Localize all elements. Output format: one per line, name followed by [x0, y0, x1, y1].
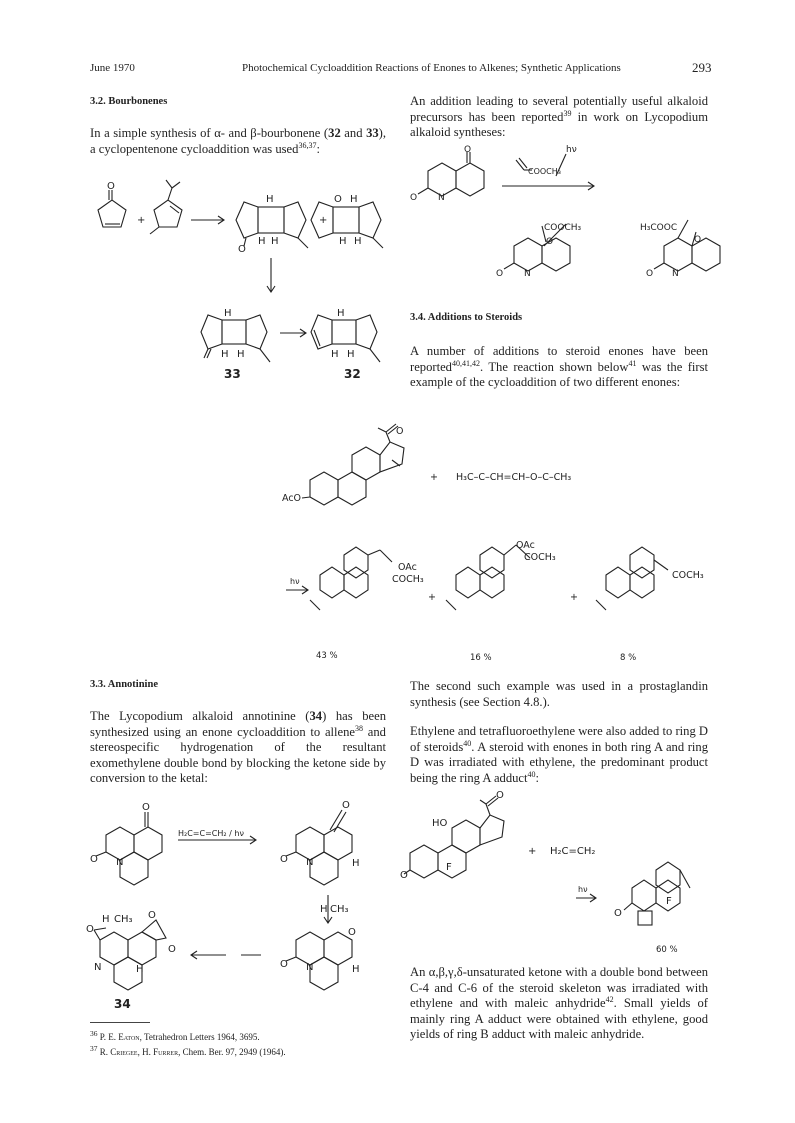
svg-text:N: N [672, 269, 679, 279]
svg-text:+: + [428, 592, 436, 603]
prostaglandin-paragraph: The second such example was used in a prostaglandin synthesis (see Section 4.8.). [410, 679, 708, 709]
header-title: Photochemical Cycloaddition Reactions of Enones to Alkenes; Synthetic Applications [242, 62, 621, 74]
svg-text:H: H [347, 349, 355, 360]
svg-text:hν: hν [566, 145, 577, 155]
page-number: 293 [692, 60, 712, 75]
svg-text:COOCH₃: COOCH₃ [544, 223, 582, 233]
svg-text:+: + [528, 846, 537, 857]
svg-text:O: O [464, 145, 472, 155]
steroids-paragraph: A number of additions to steroid enones have been reported$^{40,41,42}$. The reaction shown below$^{41}$ was the first example of the cycloaddition of two different enones: [410, 344, 709, 390]
svg-text:H: H [266, 194, 274, 205]
svg-text:CH₃: CH₃ [330, 904, 349, 915]
alkaloid-scheme [406, 146, 716, 296]
ethylene-paragraph: Ethylene and tetrafluoroethylene were also added to ring D of steroids$^{40}$. A steroid with enones in both ring A and ring D was irradiated with ethylene, the predominant product being the ring A adduct$^{40}$: [410, 724, 708, 785]
svg-text:O: O [348, 927, 356, 938]
svg-text:H: H [237, 349, 245, 360]
svg-text:+: + [319, 215, 328, 226]
svg-text:N: N [116, 857, 124, 868]
svg-text:H: H [136, 964, 144, 975]
svg-text:O: O [342, 800, 350, 811]
svg-text:H: H [350, 194, 358, 205]
footnotes [90, 1028, 390, 1058]
svg-text:O: O [90, 854, 98, 865]
steroid-reagent: H₃C–C–CH=CH–O–C–CH₃ [456, 472, 572, 483]
ethylene-reagent: H₂C=CH₂ [550, 846, 596, 857]
yield-ethylene: 60 % [656, 945, 678, 955]
svg-text:CH₃: CH₃ [114, 914, 133, 925]
svg-text:COCH₃: COCH₃ [672, 570, 704, 581]
svg-text:H: H [258, 236, 266, 247]
svg-text:H: H [331, 349, 339, 360]
unsaturated-ketone-paragraph: An α,β,γ,δ-unsaturated ketone with a double bond between C-4 and C-6 of the steroid skeleton was irradiated with ethylene and with maleic anhydride$^{42}$. Small yields of mainly ring A adduct were obtained with ethylene, good yields of ring B adduct with maleic anhydride. [410, 965, 708, 1042]
svg-text:O: O [410, 193, 418, 203]
svg-text:+: + [430, 472, 438, 483]
compound-label-32: 32 [344, 367, 361, 381]
svg-text:COCH₃: COCH₃ [392, 574, 424, 585]
svg-text:O: O [400, 870, 408, 881]
ethylene-scheme [400, 788, 720, 958]
svg-text:H: H [271, 236, 279, 247]
svg-text:HO: HO [432, 818, 448, 829]
svg-text:H: H [102, 914, 110, 925]
svg-text:O: O [148, 910, 156, 921]
svg-text:O: O [546, 237, 554, 247]
section-heading-annotinine: 3.3. Annotinine [90, 679, 158, 690]
svg-text:O: O [334, 194, 342, 205]
svg-text:O: O [238, 244, 246, 255]
svg-text:O: O [396, 426, 404, 437]
annotinine-scheme [86, 800, 386, 1010]
svg-text:H: H [221, 349, 229, 360]
svg-text:O: O [107, 181, 115, 192]
svg-text:hν: hν [578, 885, 588, 894]
svg-text:O: O [280, 854, 288, 865]
svg-text:+: + [570, 592, 578, 603]
header-date: June 1970 [90, 62, 135, 74]
svg-text:O: O [694, 235, 702, 245]
svg-text:H: H [354, 236, 362, 247]
footnote-36: $^{36}$ P. E. Eaton, Tetrahedron Letters 1964, 3695. [90, 1029, 260, 1042]
svg-text:O: O [646, 269, 654, 279]
annotinine-paragraph: The Lycopodium alkaloid annotinine (34) has been synthesized using an enone cycloaddition to allene$^{38}$ and stereospecific hydrogenation of the resultant exomethylene double bond by blocking the ketone side by conversion to the ketal: [90, 709, 386, 786]
svg-text:OAc: OAc [398, 562, 417, 573]
compound-label-34: 34 [114, 997, 131, 1011]
svg-text:+: + [137, 215, 146, 226]
svg-text:H₃COOC: H₃COOC [640, 223, 678, 233]
svg-text:hν: hν [290, 577, 300, 586]
yield-3: 8 % [620, 653, 637, 663]
bourbonenes-paragraph: In a simple synthesis of α- and β-bourbonene (32 and 33), a cyclopentenone cycloaddition was used$^{36,37}$: [90, 126, 386, 156]
svg-text:O: O [496, 790, 504, 801]
svg-text:COOCH₃: COOCH₃ [528, 167, 561, 176]
svg-text:N: N [438, 193, 445, 203]
svg-text:COCH₃: COCH₃ [524, 552, 556, 563]
svg-text:O: O [614, 908, 622, 919]
svg-text:O: O [168, 944, 176, 955]
svg-text:O: O [86, 924, 94, 935]
svg-text:H: H [352, 858, 360, 869]
svg-text:N: N [524, 269, 531, 279]
section-heading-bourbonenes: 3.2. Bourbonenes [90, 96, 168, 107]
svg-text:N: N [306, 962, 314, 973]
allene-reagent: H₂C=C=CH₂ / hν [178, 829, 244, 838]
svg-text:AcO: AcO [282, 493, 302, 504]
steroid-cycloaddition-scheme [280, 420, 720, 670]
svg-text:F: F [446, 862, 452, 873]
svg-text:H: H [339, 236, 347, 247]
svg-text:H: H [352, 964, 360, 975]
svg-text:H: H [224, 308, 232, 319]
svg-text:N: N [94, 962, 102, 973]
svg-text:O: O [496, 269, 504, 279]
svg-text:N: N [306, 857, 314, 868]
section-heading-steroids: 3.4. Additions to Steroids [410, 312, 523, 323]
yield-2: 16 % [470, 653, 492, 663]
svg-text:OAc: OAc [516, 540, 535, 551]
svg-text:O: O [280, 959, 288, 970]
svg-text:O: O [142, 802, 150, 813]
footnote-rule [90, 1022, 150, 1023]
bourbonene-scheme [86, 180, 396, 380]
svg-text:F: F [666, 896, 672, 907]
footnote-37: $^{37}$ R. Criegee, H. Furrer, Chem. Ber. 97, 2949 (1964). [90, 1044, 286, 1057]
compound-label-33: 33 [224, 367, 241, 381]
svg-text:H: H [320, 904, 328, 915]
alkaloid-paragraph: An addition leading to several potentially useful alkaloid precursors has been reported$^{39}$ in work on Lycopodium alkaloid syntheses: [410, 94, 708, 140]
yield-1: 43 % [316, 651, 338, 661]
svg-text:H: H [337, 308, 345, 319]
